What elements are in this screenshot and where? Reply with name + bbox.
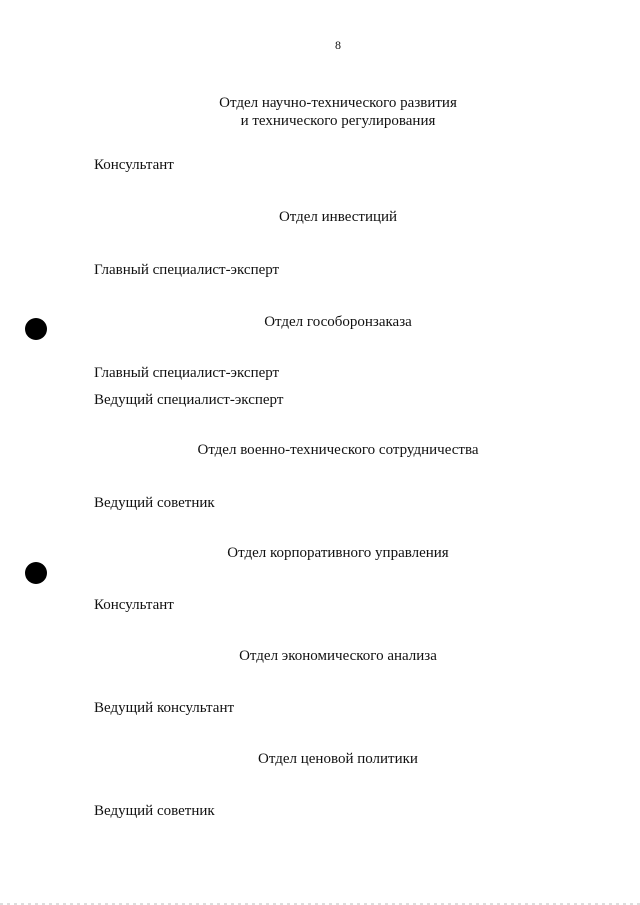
section-heading-line: и технического регулирования: [240, 113, 436, 129]
section-heading-line: Отдел научно-технического развития: [219, 95, 457, 111]
position-title: Консультант: [94, 597, 174, 613]
position-title: Главный специалист-эксперт: [94, 365, 280, 381]
section-heading: Отдел ценовой политики: [258, 751, 418, 767]
section-heading: Отдел военно-технического сотрудничества: [197, 442, 479, 458]
position-title: Ведущий специалист-эксперт: [94, 392, 284, 408]
position-title: Главный специалист-эксперт: [94, 262, 280, 278]
page-number: 8: [335, 38, 341, 52]
position-title: Ведущий консультант: [94, 700, 235, 716]
section-heading: Отдел экономического анализа: [239, 648, 437, 664]
section-heading: Отдел корпоративного управления: [227, 545, 449, 561]
section-heading: Отдел гособоронзаказа: [264, 314, 412, 330]
position-title: Ведущий советник: [94, 803, 215, 819]
position-title: Ведущий советник: [94, 495, 215, 511]
section-heading: Отдел инвестиций: [278, 209, 398, 225]
punch-hole: [25, 562, 47, 584]
punch-hole: [25, 318, 47, 340]
position-title: Консультант: [94, 157, 174, 173]
